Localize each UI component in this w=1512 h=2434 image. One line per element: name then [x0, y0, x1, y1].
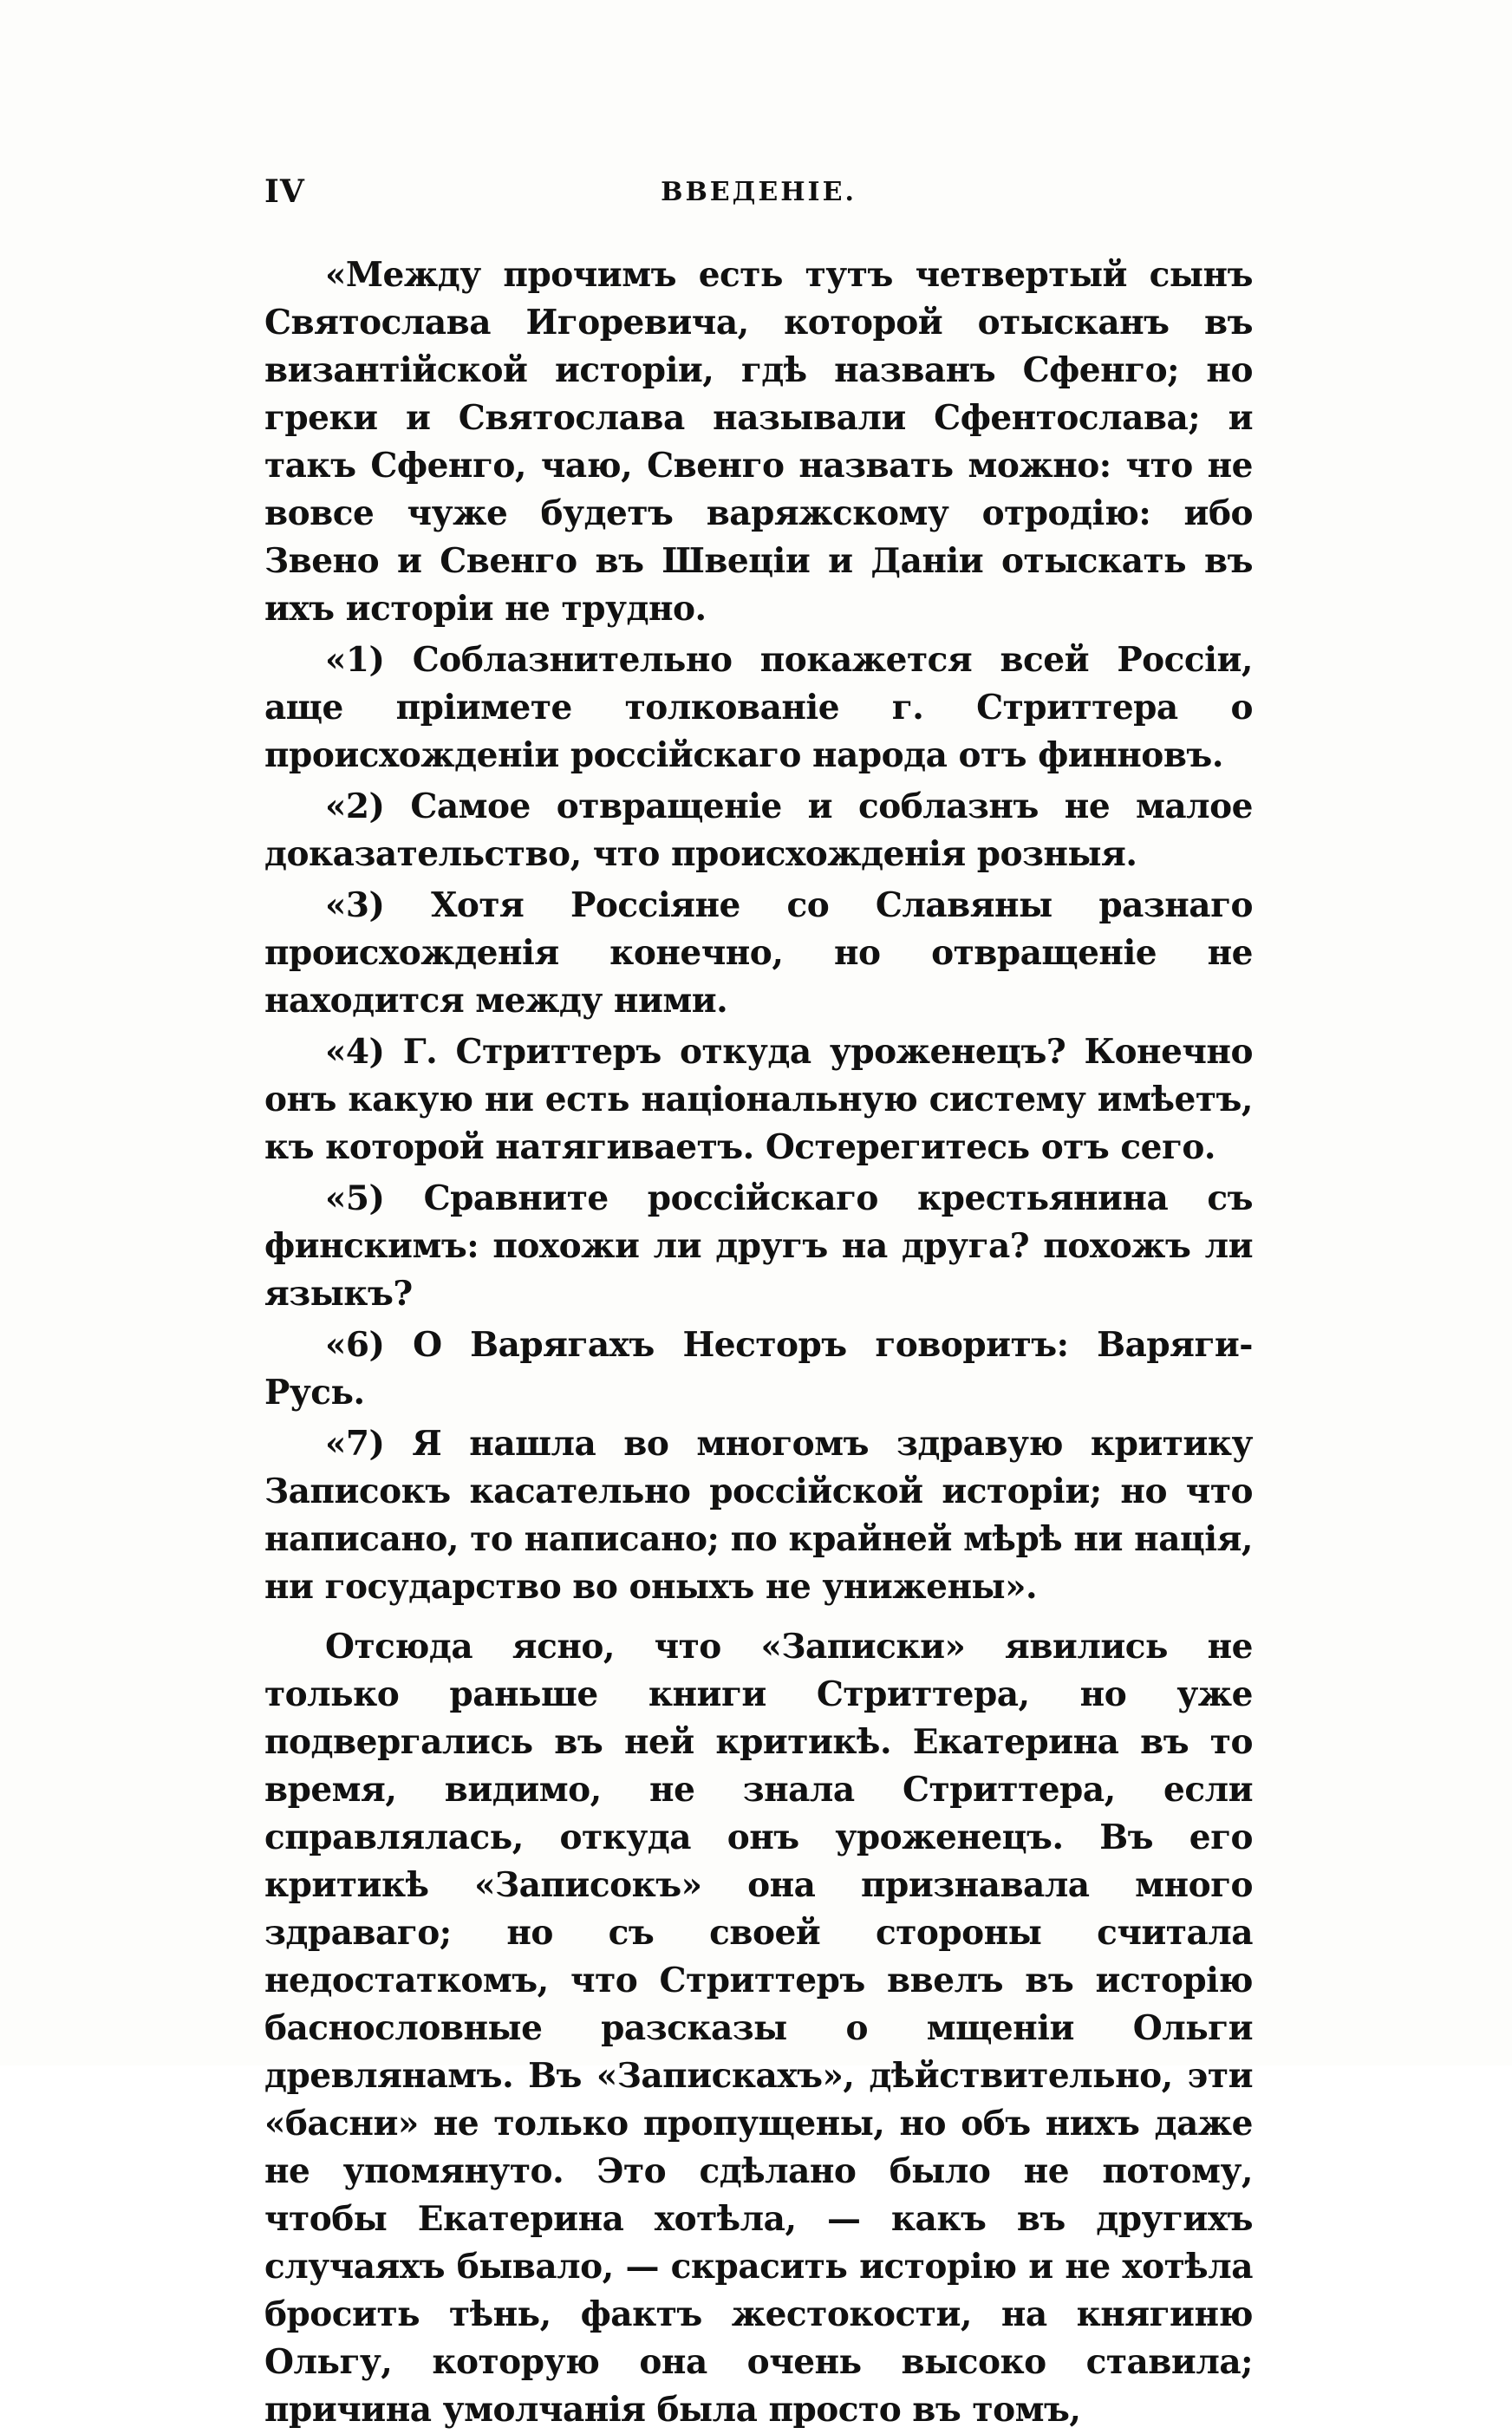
paragraph-point-4: «4) Г. Стриттеръ откуда уроженецъ? Конечно онъ какую ни есть національную систему имѣетъ, къ которой натягиваетъ. Остерегитесь отъ сего.	[264, 1032, 1253, 1167]
paragraph-point-7: «7) Я нашла во многомъ здравую критику Записокъ касательно россійской исторіи; но что написано, то написано; по крайней мѣрѣ ни нація, ни государство во оныхъ не унижены».	[264, 1424, 1253, 1607]
paragraph-point-1: «1) Соблазнительно покажется всей Россіи, аще пріимете толкованіе г. Стриттера о происхожденіи россійскаго народа отъ финновъ.	[264, 640, 1253, 775]
paragraph-point-5: «5) Сравните россійскаго крестьянина съ финскимъ: похожи ли другъ на друга? похожъ ли языкъ?	[264, 1178, 1253, 1314]
paragraph-commentary: Отсюда ясно, что «Записки» явились не только раньше книги Стриттера, но уже подвергались въ ней критикѣ. Екатерина въ то время, видимо, не знала Стриттера, если справлялась, откуда онъ уроженецъ. Въ его критикѣ «Записокъ» она признавала много здраваго; но съ своей стороны считала недостаткомъ, что Стриттеръ ввелъ въ исторію баснословные разсказы о мщеніи Ольги древлянамъ. Въ «Запискахъ», дѣйствительно, эти «басни» не только пропущены, но объ нихъ даже не упомянуто. Это сдѣлано было не потому, чтобы Екатерина хотѣла, — какъ въ другихъ случаяхъ бывало, — скрасить исторію и не хотѣла бросить тѣнь, фактъ жестокости, на княгиню Ольгу, которую она очень высоко ставила; причина умолчанія была просто въ томъ,	[264, 1627, 1253, 2430]
running-head	[264, 173, 1253, 217]
paragraph-point-2: «2) Самое отвращеніе и соблазнъ не малое доказательство, что происхожденія розныя.	[264, 786, 1253, 874]
chapter-title: ВВЕДЕНІЕ.	[661, 177, 857, 207]
body-text	[264, 251, 1253, 2434]
paragraph-point-3: «3) Хотя Россіяне со Славяны разнаго происхожденія конечно, но отвращеніе не находится между ними.	[264, 885, 1253, 1021]
page-number: IV	[264, 173, 305, 210]
paragraph-intro-quote: «Между прочимъ есть тутъ четвертый сынъ Святослава Игоревича, которой отысканъ въ византійской исторіи, гдѣ названъ Сфенго; но греки и Святослава называли Сфентослава; и такъ Сфенго, чаю, Свенго назвать можно: что не вовсе чуже будетъ варяжскому отродію: ибо Звено и Свенго въ Швеціи и Даніи отыскать въ ихъ исторіи не трудно.	[264, 255, 1253, 629]
paragraph-point-6: «6) О Варягахъ Несторъ говоритъ: Варяги-Русь.	[264, 1325, 1253, 1413]
